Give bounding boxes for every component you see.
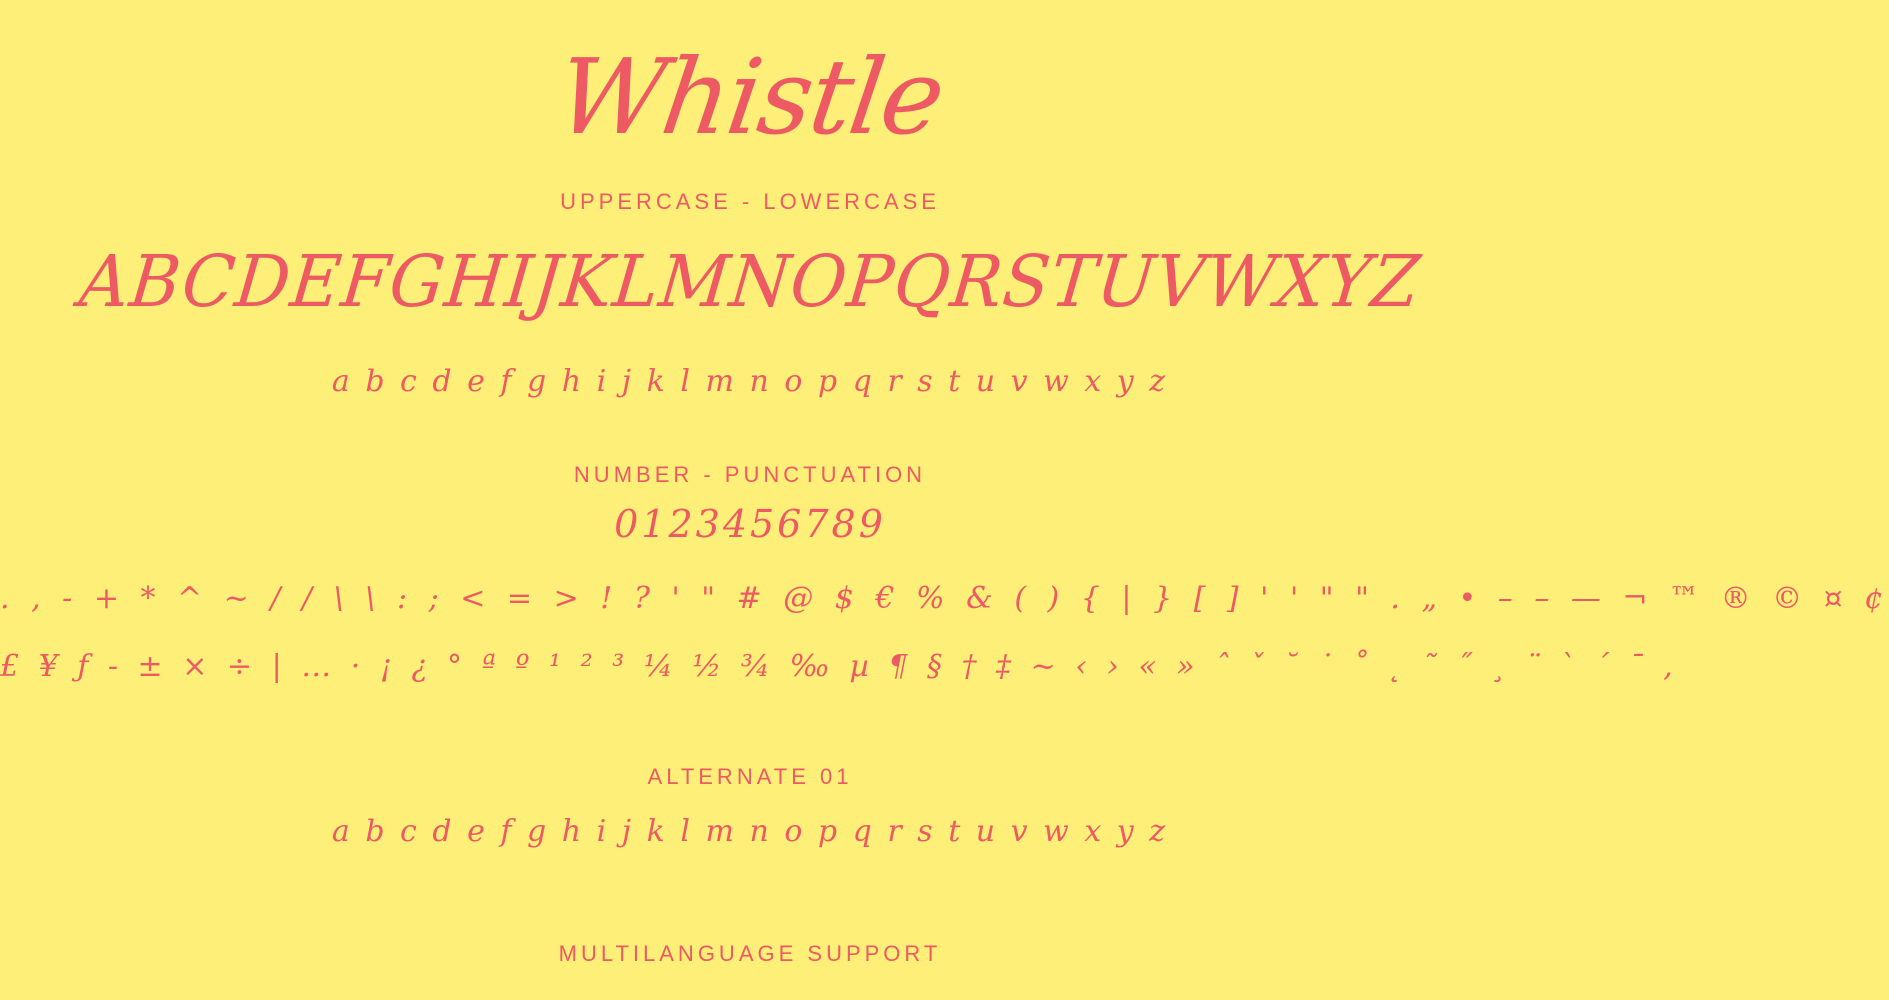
section-label-alternate: ALTERNATE 01 <box>647 764 853 789</box>
lowercase-glyphs: a b c d e f g h i j k l m n o p q r s t u v w x y z <box>331 364 1169 399</box>
punctuation-glyphs-row-1: . , - + * ^ ~ / / \ \ : ; < = > ! ? ' " # @ $ € % & ( ) { | } [ ] ' ' " " . „ • – – — ¬ ™ ® © ¤ ¢ <box>0 581 1889 616</box>
number-glyphs: 0123456789 <box>614 502 886 546</box>
font-title: Whistle <box>549 36 951 158</box>
punctuation-glyphs-row-2: £ ¥ ƒ - ± × ÷ | … · ¡ ¿ ° ª º ¹ ² ³ ¼ ½ ¾ ‰ µ ¶ § † ‡ ~ ‹ › « » ˆ ˇ ˘ ˙ ˚ ˛ ˜ ˝ ¸ ¨ ` ´ ¯ , <box>0 649 1678 684</box>
section-label-number-punctuation: NUMBER - PUNCTUATION <box>573 462 927 487</box>
section-label-multilanguage: MULTILANGUAGE SUPPORT <box>558 941 942 966</box>
uppercase-glyphs: ABCDEFGHIJKLMNOPQRSTUVWXYZ <box>76 241 1425 324</box>
section-label-uppercase-lowercase: UPPERCASE - LOWERCASE <box>560 189 940 214</box>
alternate-lowercase-glyphs: a b c d e f g h i j k l m n o p q r s t u v w x y z <box>331 814 1169 849</box>
